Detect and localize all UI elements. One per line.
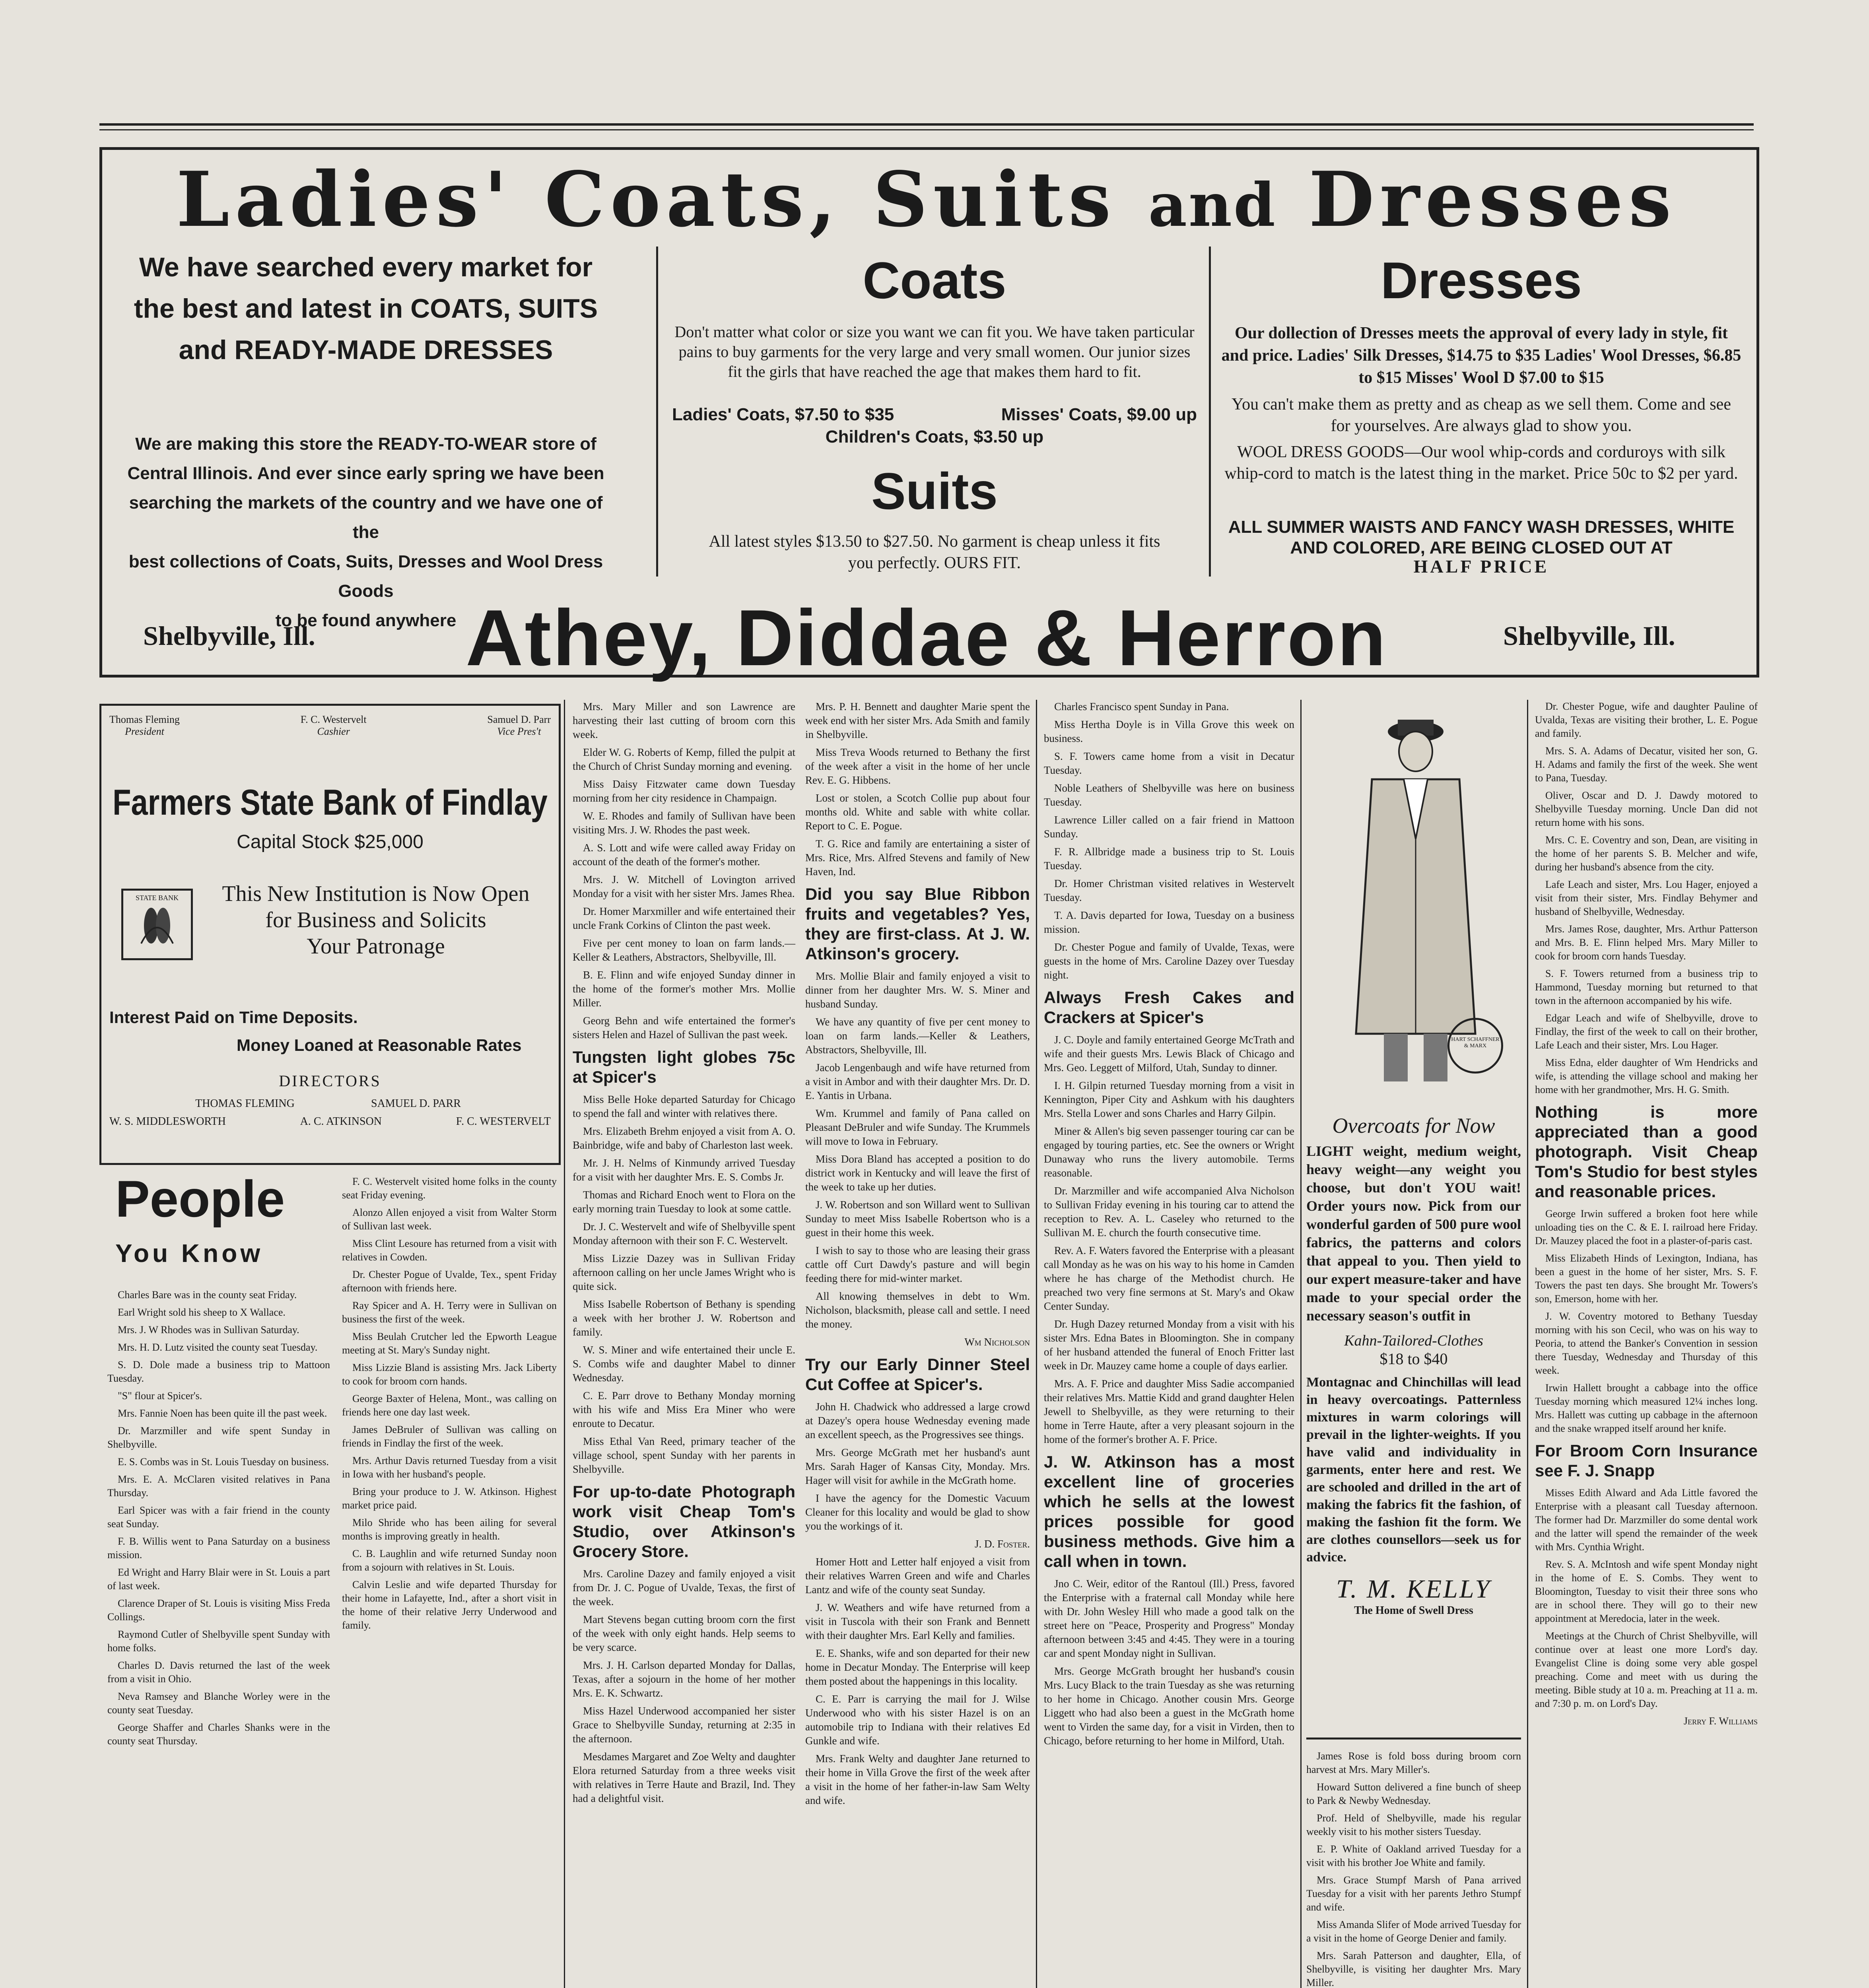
news-item: Rev. A. F. Waters favored the Enterprise with a pleasant call Monday as he was on his way to his home in Camden where he has charge of the Methodist church. He preached two very fine sermons at St. Mary's and Okaw Center Sunday. bbox=[1044, 1244, 1294, 1312]
news-column-7 bbox=[1535, 700, 1758, 1732]
news-item: Dr. Hugh Dazey returned Monday from a visit with his sister Mrs. Edna Bates in Bloomington. She in company of her husband attended the funeral of Enoch Fritter last week in Dr. Mauzey came home a couple of days earlier. bbox=[1044, 1318, 1294, 1372]
news-column-5 bbox=[1044, 700, 1294, 1752]
people-subtitle: You Know bbox=[115, 1239, 264, 1268]
news-item: J. W. Robertson and son Willard went to Sullivan Sunday to meet Miss Isabelle Robertson who is a guest in their home this week. bbox=[805, 1199, 1030, 1239]
news-item: J. W. Coventry motored to Bethany Tuesday morning with his son Cecil, who was on his way to Peoria, to attend the Banker's Convention in session there Tuesday, Wednesday and Thursday of this week. bbox=[1535, 1310, 1758, 1376]
news-item: Lost or stolen, a Scotch Collie pup about four months old. White and sable with white collar. Report to C. E. Pogue. bbox=[805, 792, 1030, 832]
news-item: Miss Daisy Fitzwater came down Tuesday morning from her city residence in Champaign. bbox=[573, 778, 795, 804]
news-item: S. F. Towers came home from a visit in Decatur Tuesday. bbox=[1044, 750, 1294, 776]
news-item: T. G. Rice and family are entertaining a sister of Mrs. Rice, Mrs. Alfred Stevens and family of New Haven, Ind. bbox=[805, 838, 1030, 878]
news-item: W. E. Rhodes and family of Sullivan have been visiting Mrs. J. W. Rhodes the past week. bbox=[573, 810, 795, 836]
news-item: Wm. Krummel and family of Pana called on Pleasant DeBruler and wife Sunday. The Krummels will move to Iowa in February. bbox=[805, 1107, 1030, 1147]
news-item: Miss Belle Hoke departed Saturday for Chicago to spend the fall and winter with relatives there. bbox=[573, 1093, 795, 1119]
ad-divider-2 bbox=[1209, 247, 1211, 577]
news-item: Mrs. Elizabeth Brehm enjoyed a visit from A. O. Bainbridge, wife and baby of Charleston last week. bbox=[573, 1125, 795, 1151]
news-item: Mrs. Frank Welty and daughter Jane returned to their home in Villa Grove the first of the week after a visit in the home of her father-in-law Sam Welty and wife. bbox=[805, 1753, 1030, 1806]
news-item: Charles Francisco spent Sunday in Pana. bbox=[1054, 701, 1229, 712]
news-item: Howard Sutton delivered a fine bunch of sheep to Park & Newby Wednesday. bbox=[1306, 1781, 1521, 1806]
director-name: THOMAS FLEMING bbox=[195, 1097, 295, 1110]
ad-intro-p-line: We are making this store the READY-TO-WEAR store of bbox=[135, 434, 596, 454]
news-item: Mart Stevens began cutting broom corn the first of the week with only eight hands. Help seems to be very scarce. bbox=[573, 1613, 795, 1653]
dresses-heading: Dresses bbox=[1381, 251, 1582, 309]
news-item: Milo Shride who has been ailing for several months is improving greatly in health. bbox=[342, 1517, 557, 1542]
news-item: Thomas and Richard Enoch went to Flora on the early morning train Tuesday to look at some cattle. bbox=[573, 1189, 795, 1215]
news-item: C. E. Parr drove to Bethany Monday morning with his wife and Miss Era Miner who were enroute to Decatur. bbox=[573, 1390, 795, 1429]
news-item: Miss Treva Woods returned to Bethany the first of the week after a visit in the home of her uncle Rev. E. G. Hibbens. bbox=[805, 746, 1030, 786]
news-item: Miss Beulah Crutcher led the Epworth League meeting at St. Mary's Sunday night. bbox=[342, 1331, 557, 1356]
news-item: James Rose is fold boss during broom corn harvest at Mrs. Mary Miller's. bbox=[1306, 1750, 1521, 1775]
news-item: Dr. Homer Marxmiller and wife entertained their uncle Frank Corkins of Clinton the past week. bbox=[573, 905, 795, 931]
news-item: Mrs. H. D. Lutz visited the county seat Tuesday. bbox=[118, 1342, 318, 1353]
kelly-tagline: The Home of Swell Dress bbox=[1354, 1604, 1473, 1617]
news-item: Miss Elizabeth Hinds of Lexington, Indiana, has been a guest in the home of her sister, Mrs. S. F. Towers the past ten days. She brought Mr. Towers's son, Emerson, home with her. bbox=[1535, 1252, 1758, 1305]
news-item: I have the agency for the Domestic Vacuum Cleaner for this locality and would be glad to show you the workings of it. bbox=[805, 1492, 1030, 1532]
column-rule bbox=[1527, 700, 1528, 1988]
city-right: Shelbyville, Ill. bbox=[1503, 621, 1675, 651]
news-item: Ray Spicer and A. H. Terry were in Sullivan on business the first of the week. bbox=[342, 1300, 557, 1325]
news-column-4 bbox=[805, 700, 1030, 1811]
news-item: Miss Dora Bland has accepted a position to do district work in Kentucky and will leave the first of the week to take up her duties. bbox=[805, 1153, 1030, 1193]
ad-intro-p-line: searching the markets of the country and we have one of the bbox=[129, 493, 603, 542]
news-item: All knowing themselves in debt to Wm. Nicholson, blacksmith, please call and settle. I need the money. bbox=[805, 1290, 1030, 1330]
news-item: Noble Leathers of Shelbyville was here on business Tuesday. bbox=[1044, 782, 1294, 808]
news-item: Miss Hazel Underwood accompanied her sister Grace to Shelbyville Sunday, returning at 2:35 in the afternoon. bbox=[573, 1705, 795, 1745]
bank-open-text bbox=[205, 881, 547, 959]
director-name: A. C. ATKINSON bbox=[300, 1115, 382, 1128]
wool-dress-goods: WOOL DRESS GOODS—Our wool whip-cords and corduroys with silk whip-cord to match is the latest thing in the market. Price 50c to $2 per yard. bbox=[1224, 443, 1738, 483]
news-item: Oliver, Oscar and D. J. Dawdy motored to Shelbyville Tuesday morning. Uncle Dan did not return home with his sons. bbox=[1535, 790, 1758, 828]
news-item: Lawrence Liller called on a fair friend in Mattoon Sunday. bbox=[1044, 814, 1294, 840]
news-item: E. E. Shanks, wife and son departed for their new home in Decatur Monday. The Enterprise will keep them posted about the happenings in this locality. bbox=[805, 1647, 1030, 1687]
coats-heading: Coats bbox=[863, 251, 1006, 309]
news-item: Mrs. J. W. Mitchell of Lovington arrived Monday for a visit with her sister Mrs. James Rhea. bbox=[573, 874, 795, 899]
news-ad-headline: Always Fresh Cakes and Crackers at Spicer's bbox=[1044, 988, 1294, 1027]
coats-prices bbox=[672, 404, 1197, 448]
news-item: Five per cent money to loan on farm lands.—Keller & Leathers, Abstractors, Shelbyville, Ill. bbox=[573, 937, 795, 963]
summer-waists: ALL SUMMER WAISTS AND FANCY WASH DRESSES, WHITE AND COLORED, ARE BEING CLOSED OUT AT bbox=[1228, 517, 1735, 557]
news-item: Mrs. Grace Stumpf Marsh of Pana arrived Tuesday for a visit with her parents Jethro Stumpf and wife. bbox=[1306, 1874, 1521, 1913]
news-ad-headline: For up-to-date Photograph work visit Cheap Tom's Studio, over Atkinson's Grocery Store. bbox=[573, 1482, 795, 1561]
news-item: Raymond Cutler of Shelbyville spent Sunday with home folks. bbox=[107, 1629, 330, 1654]
news-item: A. S. Lott and wife were called away Friday on account of the death of the former's mother. bbox=[573, 842, 795, 868]
ad-intro-line: the best and latest in COATS, SUITS bbox=[134, 293, 598, 324]
ad-title bbox=[99, 155, 1754, 244]
people-column-a bbox=[107, 1288, 330, 1752]
news-item: Lafe Leach and sister, Mrs. Lou Hager, enjoyed a visit from their sister, Mrs. Findlay Behymer and husband of Shelbyville, Wednesday. bbox=[1535, 879, 1758, 917]
news-item: "S" flour at Spicer's. bbox=[118, 1390, 202, 1402]
news-item: Edgar Leach and wife of Shelbyville, drove to Findlay, the first of the week to call on their brother, Lafe Leach and their sister, Mrs. Lou Hager. bbox=[1535, 1012, 1758, 1051]
news-item: I. H. Gilpin returned Tuesday morning from a visit in Kennington, Piper City and Ashkum with his daughters Mrs. Stella Lower and sons Charles and Harry Gilpin. bbox=[1044, 1079, 1294, 1119]
dresses-text: Our dollection of Dresses meets the approval of every lady in style, fit and price. Ladies' Silk Dresses, $14.75 to $35 Ladies' Wool Dresses, $6.85 to $15 Misses' Wool D $7.00 to $15 bbox=[1221, 324, 1741, 387]
news-item: Dr. J. C. Westervelt and wife of Shelbyville spent Monday afternoon with their son F. C. Westervelt. bbox=[573, 1221, 795, 1246]
news-item: Elder W. G. Roberts of Kemp, filled the pulpit at the Church of Christ Sunday morning and evening. bbox=[573, 746, 795, 772]
ad-divider-1 bbox=[656, 247, 658, 577]
ad-intro-line: and READY-MADE DRESSES bbox=[179, 335, 553, 365]
hart-schaffner-marx-seal bbox=[1447, 1018, 1503, 1074]
news-ad-headline: Try our Early Dinner Steel Cut Coffee at Spicer's. bbox=[805, 1355, 1030, 1394]
officer-name: Thomas Fleming bbox=[109, 714, 180, 725]
bank-directors-row bbox=[157, 1097, 499, 1110]
news-item: Miss Hertha Doyle is in Villa Grove this week on business. bbox=[1044, 718, 1294, 744]
bank-open-line: This New Institution is Now Open bbox=[222, 881, 530, 906]
news-item: Mrs. Sarah Patterson and daughter, Ella, of Shelbyville, is visiting her daughter Mrs. Mary Miller. bbox=[1306, 1950, 1521, 1988]
news-item: Earl Spicer was with a fair friend in the county seat Sunday. bbox=[107, 1505, 330, 1530]
suits-heading: Suits bbox=[871, 462, 998, 520]
news-item: Clarence Draper of St. Louis is visiting Miss Freda Collings. bbox=[107, 1598, 330, 1623]
seal-text: HART SCHAFFNER & MARX bbox=[1451, 1037, 1500, 1049]
kelly-ad bbox=[1306, 1113, 1521, 1617]
news-item: Mrs. Caroline Dazey and family enjoyed a visit from Dr. J. C. Pogue of Uvalde, Texas, the first of the week. bbox=[573, 1568, 795, 1607]
bank-directors-heading: DIRECTORS bbox=[279, 1072, 381, 1090]
news-item: S. F. Towers returned from a business trip to Hammond, Tuesday morning but returned to that town in the afternoon accompanied by his wife. bbox=[1535, 968, 1758, 1006]
news-item: W. S. Miner and wife entertained their uncle E. S. Combs wife and daughter Mabel to dinner Wednesday. bbox=[573, 1344, 795, 1384]
bank-ad bbox=[99, 704, 561, 1165]
kelly-bottom-rule bbox=[1306, 1738, 1521, 1740]
news-item: Mesdames Margaret and Zoe Welty and daughter Elora returned Saturday from a three weeks visit with relatives in Terre Haute and Brazil, Ind. They had a delightful visit. bbox=[573, 1751, 795, 1804]
news-item: Charles D. Davis returned the last of the week from a visit in Ohio. bbox=[107, 1660, 330, 1685]
news-item: Dr. Marzmiller and wife spent Sunday in Shelbyville. bbox=[107, 1425, 330, 1450]
news-item: Misses Edith Alward and Ada Little favored the Enterprise with a pleasant call Tuesday afternoon. The former had Dr. Marzmiller do some dental work and the latter will spend the remainder of the week with Mrs. Cynthia Wright. bbox=[1535, 1487, 1758, 1553]
bank-capital: Capital Stock $25,000 bbox=[237, 831, 424, 852]
bank-open-line: Your Patronage bbox=[307, 934, 445, 959]
news-item: We have any quantity of five per cent money to loan on farm lands.—Keller & Leathers, Abstractors, Shelbyville, Ill. bbox=[805, 1016, 1030, 1056]
kelly-heading: Overcoats for Now bbox=[1332, 1114, 1495, 1138]
news-item: Mrs. E. A. McClaren visited relatives in Pana Thursday. bbox=[107, 1474, 330, 1499]
news-item: Ed Wright and Harry Blair were in St. Louis a part of last week. bbox=[107, 1567, 330, 1592]
news-item: Mrs. George McGrath met her husband's aunt Mrs. Sarah Hager of Kansas City, Monday. Mrs. Hager will visit for awhile in the McGrath home. bbox=[805, 1446, 1030, 1486]
ad-intro bbox=[115, 247, 616, 371]
news-ad-headline: For Broom Corn Insurance see F. J. Snapp bbox=[1535, 1441, 1758, 1480]
suits-text: All latest styles $13.50 to $27.50. No garment is cheap unless it fits you perfectly. OURS FIT. bbox=[709, 532, 1160, 572]
bank-seal bbox=[121, 889, 193, 960]
people-column-b bbox=[342, 1175, 557, 1636]
news-item: Prof. Held of Shelbyville, made his regular weekly visit to his mother sisters Tuesday. bbox=[1306, 1812, 1521, 1837]
bank-interest: Interest Paid on Time Deposits. bbox=[109, 1008, 358, 1027]
news-item: Miss Lizzie Dazey was in Sullivan Friday afternoon calling on her uncle James Wright who is quite sick. bbox=[573, 1252, 795, 1292]
ad-title-part-1: Ladies' Coats, Suits bbox=[176, 155, 1117, 244]
news-item: F. B. Willis went to Pana Saturday on a business mission. bbox=[107, 1536, 330, 1561]
bank-loaned: Money Loaned at Reasonable Rates bbox=[237, 1036, 522, 1054]
news-item: Homer Hott and Letter half enjoyed a visit from their relatives Warren Green and wife and Charles Lantz and wife of the county seat Sunday. bbox=[805, 1556, 1030, 1596]
news-item: Dr. Chester Pogue of Uvalde, Tex., spent Friday afternoon with friends here. bbox=[342, 1269, 557, 1294]
director-name: W. S. MIDDLESWORTH bbox=[109, 1115, 226, 1128]
news-item: Mrs. Fannie Noen has been quite ill the past week. bbox=[118, 1408, 327, 1419]
city-left: Shelbyville, Ill. bbox=[143, 621, 315, 651]
dresses-text-2: You can't make them as pretty and as cheap as we sell them. Come and see for yourselves. Are always glad to show you. bbox=[1232, 395, 1731, 435]
bank-name: Farmers State Bank of Findlay bbox=[113, 782, 548, 823]
news-item: Mrs. A. F. Price and daughter Miss Sadie accompanied their relatives Mrs. Mattie Kidd and grand daughter Helen Jewell to Shelbyville, as they were returning to their home in Terre Haute, after a very pleasant sojourn in the home of the former's brother A. F. Price. bbox=[1044, 1378, 1294, 1445]
news-ad-headline: Did you say Blue Ribbon fruits and vegetables? Yes, they are first-class. At J. W. Atkinson's grocery. bbox=[805, 885, 1030, 963]
top-rule bbox=[99, 123, 1754, 126]
director-name: F. C. WESTERVELT bbox=[456, 1115, 551, 1128]
news-item: E. S. Combs was in St. Louis Tuesday on business. bbox=[118, 1456, 329, 1468]
news-item: Calvin Leslie and wife departed Thursday for their home in Lafayette, Ind., after a short visit in the home of their relative Jerry Underwood and family. bbox=[342, 1579, 557, 1631]
news-item: Mrs. Mollie Blair and family enjoyed a visit to dinner from her daughter Mrs. W. S. Miner and husband Sunday. bbox=[805, 970, 1030, 1010]
news-item: Dr. Chester Pogue and family of Uvalde, Texas, were guests in the home of Mrs. Caroline Dazey over Tuesday night. bbox=[1044, 941, 1294, 981]
news-item: Mrs. J. W Rhodes was in Sullivan Saturday. bbox=[118, 1324, 299, 1336]
news-signature: Jerry F. Williams bbox=[1683, 1715, 1758, 1727]
news-item: Irwin Hallett brought a cabbage into the office Tuesday morning which measured 12¼ inches long. Mrs. Hallett was cutting up cabbage in the afternoon and the snake wrapped itself around her knife. bbox=[1535, 1382, 1758, 1434]
ad-title-and: and bbox=[1148, 170, 1277, 240]
news-item: Mrs. C. E. Coventry and son, Dean, are visiting in the home of her parents S. B. Melcher and wife, during her husband's absence from the city. bbox=[1535, 834, 1758, 873]
childrens-coats-price: Children's Coats, $3.50 up bbox=[825, 427, 1044, 447]
news-ad-headline: J. W. Atkinson has a most excellent line of groceries which he sells at the lowest prices possible for good business methods. Give him a call when in town. bbox=[1044, 1452, 1294, 1571]
bank-officer bbox=[109, 714, 180, 738]
ad-title-part-2: Dresses bbox=[1309, 155, 1677, 244]
column-rule bbox=[1300, 700, 1302, 1988]
news-item: Miss Clint Lesoure has returned from a visit with relatives in Cowden. bbox=[342, 1238, 557, 1263]
officer-title: Vice Pres't bbox=[497, 726, 541, 737]
news-item: Georg Behn and wife entertained the former's sisters Helen and Hazel of Sullivan the past week. bbox=[573, 1015, 795, 1041]
bank-officer bbox=[487, 714, 551, 738]
director-name: SAMUEL D. PARR bbox=[371, 1097, 461, 1110]
news-item: C. B. Laughlin and wife returned Sunday noon from a sojourn with relatives in St. Louis. bbox=[342, 1548, 557, 1573]
news-item: Mrs. Mary Miller and son Lawrence are harvesting their last cutting of broom corn this week. bbox=[573, 701, 795, 740]
kelly-price: $18 to $40 bbox=[1379, 1350, 1448, 1368]
news-item: Miss Edna, elder daughter of Wm Hendricks and wife, is attending the village school and making her home with her grandmother, Mrs. H. G. Smith. bbox=[1535, 1057, 1758, 1095]
corn-icon bbox=[133, 904, 181, 947]
top-rule-2 bbox=[99, 129, 1754, 130]
news-column-3 bbox=[573, 700, 795, 1809]
kelly-text-2: Montagnac and Chinchillas will lead in heavy overcoatings. Patternless mixtures in warm colorings will prevail in the lighter-weights. If you have valid and individuality in garments, enter here and rest. We are schooled and drilled in the art of making the fabrics fit the fashion, of making the fashion fit the form. We are clothes counsellors—seek us for advice. bbox=[1306, 1375, 1521, 1565]
news-item: B. E. Flinn and wife enjoyed Sunday dinner in the home of the former's mother Mrs. Mollie Miller. bbox=[573, 969, 795, 1009]
news-item: James DeBruler of Sullivan was calling on friends in Findlay the first of the week. bbox=[342, 1424, 557, 1449]
officer-title: Cashier bbox=[317, 726, 350, 737]
bank-officer bbox=[301, 714, 367, 738]
kelly-text: LIGHT weight, medium weight, heavy weight—any weight you choose, but don't YOU wait! Order yours now. Pick from our wonderful garden of 500 pure wool fabrics, the patterns and colors that appeal to you. Then yield to our expert measure-taker and have made to your special order the necessary season's outfit in bbox=[1306, 1143, 1521, 1324]
news-item: Meetings at the Church of Christ Shelbyville, will continue over at least one more Lord's day. Evangelist Cline is doing some very able gospel preaching. Come and meet with us during the meeting. Bible study at 10 a. m. Preaching at 11 a. m. and 7:30 p. m. on Lord's Day. bbox=[1535, 1630, 1758, 1709]
news-item: George Shaffer and Charles Shanks were in the county seat Thursday. bbox=[107, 1722, 330, 1747]
news-item: Miss Ethal Van Reed, primary teacher of the village school, spent Sunday with her parents in Shelbyville. bbox=[573, 1435, 795, 1475]
ad-intro-p-line: best collections of Coats, Suits, Dresses and Wool Dress Goods bbox=[128, 552, 603, 601]
news-item: J. W. Weathers and wife have returned from a visit in Tuscola with their son Frank and Bennett with their daughter Mrs. Earl Kelly and families. bbox=[805, 1602, 1030, 1641]
seal-text: STATE BANK bbox=[135, 894, 179, 902]
news-item: Dr. Chester Pogue, wife and daughter Pauline of Uvalda, Texas are visiting their brother, L. E. Pogue and family. bbox=[1535, 701, 1758, 739]
news-item: Mrs. Arthur Davis returned Tuesday from a visit in Iowa with her husband's people. bbox=[342, 1455, 557, 1480]
officer-name: F. C. Westervelt bbox=[300, 714, 367, 725]
news-item: Mrs. P. H. Bennett and daughter Marie spent the week end with her sister Mrs. Ada Smith and family in Shelbyville. bbox=[805, 701, 1030, 740]
news-item: Earl Wright sold his sheep to X Wallace. bbox=[118, 1307, 286, 1318]
news-signature: Wm Nicholson bbox=[964, 1336, 1030, 1348]
news-item: F. R. Allbridge made a business trip to St. Louis Tuesday. bbox=[1044, 846, 1294, 872]
column-rule bbox=[564, 700, 565, 1988]
news-signature: J. D. Foster. bbox=[975, 1538, 1030, 1550]
news-ad-headline: Nothing is more appreciated than a good photograph. Visit Cheap Tom's Studio for best styles and reasonable prices. bbox=[1535, 1103, 1758, 1201]
news-item: Miner & Allen's big seven passenger touring car can be engaged by touring parties, etc. See the owners or Wright Dunaway who runs the livery automobile. Terms reasonable. bbox=[1044, 1125, 1294, 1179]
ladies-coats-price: Ladies' Coats, $7.50 to $35 bbox=[672, 405, 894, 424]
news-item: Dr. Homer Christman visited relatives in Westervelt Tuesday. bbox=[1044, 878, 1294, 903]
officer-name: Samuel D. Parr bbox=[487, 714, 551, 725]
news-item: Dr. Marzmiller and wife accompanied Alva Nicholson to Sullivan Friday evening in his touring car to attend the reception to Rev. A. L. Caseley who returned to the Sullivan M. E. church the fourth consecutive time. bbox=[1044, 1185, 1294, 1239]
news-item: Miss Isabelle Robertson of Bethany is spending a week with her brother J. W. Robertson and family. bbox=[573, 1298, 795, 1338]
news-item: Rev. S. A. McIntosh and wife spent Monday night in the home of E. S. Combs. They went to Bloomington, Tuesday to visit their three sons who are in school there. They will go to their new appointment at Meredocia, later in the week. bbox=[1535, 1559, 1758, 1624]
column-rule bbox=[1036, 700, 1037, 1988]
news-item: Bring your produce to J. W. Atkinson. Highest market price paid. bbox=[342, 1486, 557, 1511]
news-item: J. C. Doyle and family entertained George McTrath and wife and their guests Mrs. Lewis Black of Chicago and Mrs. Geo. Leggett of Milford, Utah, Sunday to dinner. bbox=[1044, 1034, 1294, 1074]
ad-intro-p-line: Central Illinois. And ever since early spring we have been bbox=[127, 464, 604, 483]
coats-text: Don't matter what color or size you want we can fit you. We have taken particular pains to buy garments for the very large and very small women. Our junior sizes fit the girls that have reached the age that makes them hard to fit. bbox=[674, 323, 1195, 381]
people-title: People bbox=[115, 1170, 285, 1228]
news-item: Mrs. J. H. Carlson departed Monday for Dallas, Texas, after a sojourn in the home of her mother Mrs. E. K. Schwartz. bbox=[573, 1659, 795, 1699]
bank-open-line: for Business and Solicits bbox=[265, 908, 486, 932]
news-item: E. P. White of Oakland arrived Tuesday for a visit with his brother Joe White and family. bbox=[1306, 1843, 1521, 1868]
news-item: S. D. Dole made a business trip to Mattoon Tuesday. bbox=[107, 1359, 330, 1384]
news-item: George Baxter of Helena, Mont., was calling on friends here one day last week. bbox=[342, 1393, 557, 1418]
news-item: Mrs. S. A. Adams of Decatur, visited her son, G. H. Adams and family the first of the week. She went to Pana, Tuesday. bbox=[1535, 745, 1758, 784]
kelly-brand: Kahn-Tailored-Clothes bbox=[1344, 1332, 1483, 1349]
kelly-name: T. M. KELLY bbox=[1336, 1574, 1491, 1604]
news-item: John H. Chadwick who addressed a large crowd at Dazey's opera house Wednesday evening made an excellent speech, as the Progressives see things. bbox=[805, 1401, 1030, 1441]
news-item: Charles Bare was in the county seat Friday. bbox=[118, 1289, 297, 1301]
news-item: Jacob Lengenbaugh and wife have returned from a visit in Ambor and with their daughter Mrs. Dr. D. E. Yantis in Urbana. bbox=[805, 1062, 1030, 1101]
ad-intro-line: We have searched every market for bbox=[139, 252, 593, 282]
misses-coats-price: Misses' Coats, $9.00 up bbox=[1001, 405, 1197, 424]
news-item: Miss Amanda Slifer of Mode arrived Tuesday for a visit in the home of George Denier and family. bbox=[1306, 1919, 1521, 1944]
news-column-6 bbox=[1306, 1749, 1521, 1988]
news-item: Miss Lizzie Bland is assisting Mrs. Jack Liberty to cook for broom corn hands. bbox=[342, 1362, 557, 1387]
bank-directors-row bbox=[109, 1115, 551, 1128]
news-ad-headline: Tungsten light globes 75c at Spicer's bbox=[573, 1048, 795, 1086]
news-item: C. E. Parr is carrying the mail for J. Wilse Underwood who with his sister Hazel is on an automobile trip to Indiana with their relatives Ed Gunkle and wife. bbox=[805, 1693, 1030, 1747]
news-item: George Irwin suffered a broken foot here while unloading ties on the C. & E. I. railroad here Friday. Dr. Mauzey placed the foot in a plaster-of-paris cast. bbox=[1535, 1208, 1758, 1246]
news-item: T. A. Davis departed for Iowa, Tuesday on a business mission. bbox=[1044, 909, 1294, 935]
news-item: Mr. J. H. Nelms of Kinmundy arrived Tuesday for a visit with her daughter Mrs. E. S. Combs Jr. bbox=[573, 1157, 795, 1183]
news-item: Jno C. Weir, editor of the Rantoul (Ill.) Press, favored the Enterprise with a fraternal call Monday while here with Dr. John Wesley Hill who made a good talk on the street here on "Peace, Prosperity and Progress" Monday afternoon between 3:45 and 4:45. They were in a touring car and spent Monday night in Sullivan. bbox=[1044, 1578, 1294, 1659]
news-item: Mrs. James Rose, daughter, Mrs. Arthur Patterson and Mrs. B. E. Flinn helped Mrs. Mary Miller to cook for broom corn hands Tuesday. bbox=[1535, 923, 1758, 962]
store-name: Athey, Diddae & Herron bbox=[466, 594, 1387, 682]
news-item: Alonzo Allen enjoyed a visit from Walter Storm of Sullivan last week. bbox=[342, 1207, 557, 1232]
half-price: HALF PRICE bbox=[1413, 556, 1549, 577]
news-item: Mrs. George McGrath brought her husband's cousin Mrs. Lucy Black to the train Tuesday as she was returning to her home in Chicago. Another cousin Mrs. George Liggett who had also been a guest in the McGrath home went to Virden the same day, for a visit in Virden, then to Chicago, before returning to her home in Milford, Utah. bbox=[1044, 1665, 1294, 1747]
news-item: Neva Ramsey and Blanche Worley were in the county seat Tuesday. bbox=[107, 1691, 330, 1716]
ad-intro-p-line: to be found anywhere bbox=[275, 611, 457, 630]
officer-title: President bbox=[125, 726, 164, 737]
news-item: I wish to say to those who are leasing their grass cattle off Curt Dawdy's pasture and will begin feeding there for mid-winter market. bbox=[805, 1244, 1030, 1284]
news-item: F. C. Westervelt visited home folks in the county seat Friday evening. bbox=[342, 1176, 557, 1201]
